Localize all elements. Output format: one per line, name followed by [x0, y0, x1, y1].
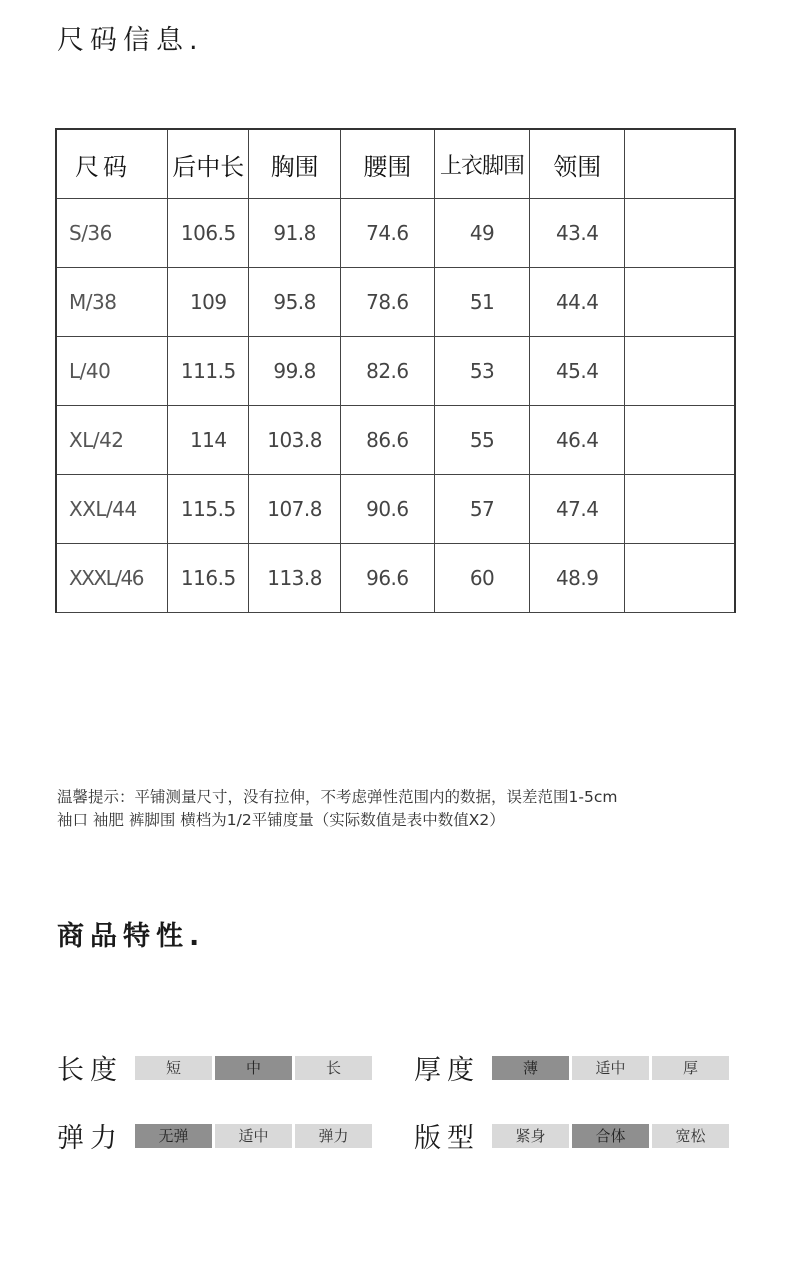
- table-row: [56, 544, 735, 613]
- size-info-title: 尺码信息.: [57, 25, 204, 56]
- note-line-1: 温馨提示：平铺测量尺寸，没有拉伸，不考虑弹性范围内的数据，误差范围1-5cm: [57, 788, 618, 806]
- table-row: [56, 268, 735, 337]
- cell-hem: 53: [434, 337, 530, 406]
- cell-collar: 44.4: [530, 268, 625, 337]
- cell-hem: 55: [434, 406, 530, 475]
- cell-empty: [625, 337, 735, 406]
- cell-waist: 96.6: [341, 544, 435, 613]
- thickness-option-thick: 厚: [652, 1056, 729, 1080]
- feature-thickness: [414, 1048, 732, 1087]
- cell-collar: 48.9: [530, 544, 625, 613]
- cell-hem: 49: [434, 199, 530, 268]
- cell-size: M/38: [56, 268, 168, 337]
- cell-back-length: 114: [168, 406, 249, 475]
- cell-chest: 113.8: [249, 544, 341, 613]
- feature-length-label: 长度: [57, 1055, 123, 1086]
- cell-size: L/40: [56, 337, 168, 406]
- elasticity-option-none: 无弹: [135, 1124, 212, 1148]
- fit-option-slim: 紧身: [492, 1124, 569, 1148]
- cell-empty: [625, 544, 735, 613]
- table-row: [56, 406, 735, 475]
- cell-chest: 91.8: [249, 199, 341, 268]
- table-row: [56, 199, 735, 268]
- measurement-note: [57, 786, 617, 832]
- size-table: [55, 128, 736, 613]
- elasticity-options: [135, 1124, 375, 1148]
- cell-back-length: 111.5: [168, 337, 249, 406]
- thickness-options: [492, 1056, 732, 1080]
- cell-back-length: 106.5: [168, 199, 249, 268]
- feature-fit-label: 版型: [414, 1123, 480, 1154]
- features-title: 商品特性.: [57, 921, 206, 952]
- cell-empty: [625, 475, 735, 544]
- header-size: 尺码: [56, 129, 168, 199]
- cell-size: XXXL/46: [56, 544, 168, 613]
- note-line-2: 袖口 袖肥 裤脚围 横档为1/2平铺度量（实际数值是表中数值X2）: [57, 811, 505, 829]
- feature-fit: [414, 1116, 732, 1155]
- cell-hem: 57: [434, 475, 530, 544]
- cell-collar: 47.4: [530, 475, 625, 544]
- cell-waist: 82.6: [341, 337, 435, 406]
- cell-back-length: 115.5: [168, 475, 249, 544]
- elasticity-option-medium: 适中: [215, 1124, 292, 1148]
- cell-waist: 78.6: [341, 268, 435, 337]
- table-row: [56, 337, 735, 406]
- table-header-row: [56, 129, 735, 199]
- elasticity-option-stretch: 弹力: [295, 1124, 372, 1148]
- cell-hem: 51: [434, 268, 530, 337]
- fit-options: [492, 1124, 732, 1148]
- cell-waist: 86.6: [341, 406, 435, 475]
- header-waist: 腰围: [341, 129, 435, 199]
- header-empty: [625, 129, 735, 199]
- table-row: [56, 475, 735, 544]
- header-collar: 领围: [530, 129, 625, 199]
- cell-size: XL/42: [56, 406, 168, 475]
- thickness-option-thin: 薄: [492, 1056, 569, 1080]
- fit-option-loose: 宽松: [652, 1124, 729, 1148]
- cell-empty: [625, 406, 735, 475]
- cell-waist: 90.6: [341, 475, 435, 544]
- header-back-length: 后中长: [168, 129, 249, 199]
- length-option-medium: 中: [215, 1056, 292, 1080]
- cell-back-length: 109: [168, 268, 249, 337]
- cell-chest: 107.8: [249, 475, 341, 544]
- cell-empty: [625, 268, 735, 337]
- header-chest: 胸围: [249, 129, 341, 199]
- cell-collar: 45.4: [530, 337, 625, 406]
- cell-waist: 74.6: [341, 199, 435, 268]
- feature-length: [57, 1048, 375, 1087]
- feature-thickness-label: 厚度: [414, 1055, 480, 1086]
- cell-back-length: 116.5: [168, 544, 249, 613]
- cell-empty: [625, 199, 735, 268]
- cell-size: XXL/44: [56, 475, 168, 544]
- feature-elasticity-label: 弹力: [57, 1123, 123, 1154]
- header-hem: 上衣脚围: [434, 129, 530, 199]
- cell-size: S/36: [56, 199, 168, 268]
- thickness-option-medium: 适中: [572, 1056, 649, 1080]
- length-option-short: 短: [135, 1056, 212, 1080]
- cell-chest: 99.8: [249, 337, 341, 406]
- cell-hem: 60: [434, 544, 530, 613]
- cell-chest: 103.8: [249, 406, 341, 475]
- length-options: [135, 1056, 375, 1080]
- cell-chest: 95.8: [249, 268, 341, 337]
- length-option-long: 长: [295, 1056, 372, 1080]
- feature-elasticity: [57, 1116, 375, 1155]
- fit-option-regular: 合体: [572, 1124, 649, 1148]
- cell-collar: 46.4: [530, 406, 625, 475]
- cell-collar: 43.4: [530, 199, 625, 268]
